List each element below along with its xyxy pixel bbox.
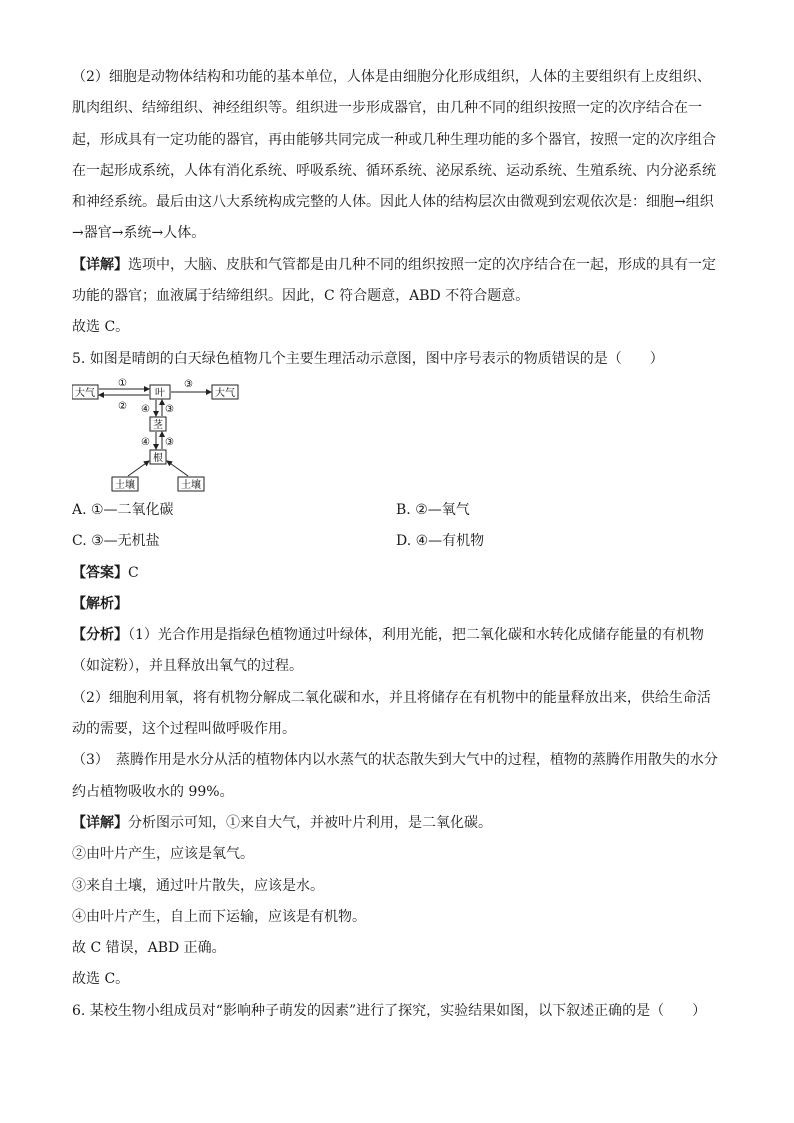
text-line: 动的需要，这个过程叫做呼吸作用。 [72, 721, 296, 738]
choose-line: 故选 C。 [72, 971, 130, 988]
answer-tag: 【答案】 [72, 564, 128, 581]
analysis-text: （1）光合作用是指绿色植物通过叶绿体，利用光能，把二氧化碳和水转化成储存能量的有机物 [128, 627, 704, 644]
num-3-upper: ③ [165, 403, 174, 415]
text-line: 约占植物吸收水的 99%。 [72, 783, 234, 800]
text-line: （2）细胞利用氧，将有机物分解成二氧化碳和水，并且将储存在有机物中的能量释放出来，供给生命活 [72, 689, 711, 706]
leaf-label: 叶 [155, 387, 165, 399]
text-line: ③来自土壤，通过叶片散失，应该是水。 [72, 877, 324, 894]
answer-value: C [128, 564, 139, 581]
num-2: ② [118, 400, 127, 412]
text-line: 起，形成具有一定功能的器官，再由能够共同完成一种或几种生理功能的多个器官，按照一定的次序组合 [72, 131, 716, 148]
option-b: B. ②—氧气 [396, 501, 470, 518]
text-line: 和神经系统。最后由这八大系统构成完整的人体。因此人体的结构层次由微观到宏观依次是：细胞→组织 [72, 194, 714, 211]
options-row-2 [72, 526, 722, 557]
air-left-label: 大气 [75, 387, 95, 399]
text-line: ②由叶片产生，应该是氧气。 [72, 846, 254, 863]
text-line: 在一起形成系统，人体有消化系统、呼吸系统、循环系统、泌尿系统、运动系统、生殖系统、内分泌系统 [72, 162, 716, 179]
detail-tag: 【详解】 [72, 814, 128, 831]
detail-line [72, 250, 722, 281]
analysis-line [72, 620, 722, 651]
detail-line [72, 808, 722, 839]
option-a: A. ①—二氧化碳 [72, 501, 174, 518]
text-line: 故 C 错误，ABD 正确。 [72, 940, 226, 957]
analysis-intro-tag: 【分析】 [72, 627, 128, 644]
question-6-stem: 6. 某校生物小组成员对“影响种子萌发的因素”进行了探究，实验结果如图，以下叙述正确的是（ ） [72, 1002, 707, 1019]
text-line: ④由叶片产生，自上而下运输，应该是有机物。 [72, 908, 366, 925]
document-page [72, 62, 722, 1027]
options-row-1 [72, 495, 722, 526]
air-right-label: 大气 [215, 387, 235, 399]
choose-line: 故选 C。 [72, 319, 130, 336]
text-line: →器官→系统→人体。 [72, 225, 206, 242]
plant-activity-diagram [72, 377, 722, 493]
num-3-top: ③ [184, 378, 193, 390]
num-4-lower: ④ [141, 436, 150, 448]
num-3-lower: ③ [165, 436, 174, 448]
analysis-tag: 【解析】 [72, 595, 128, 612]
num-1: ① [118, 377, 127, 389]
answer-line [72, 558, 722, 589]
soil-left-label: 土壤 [115, 479, 135, 491]
diagram-svg [72, 377, 272, 493]
root-label: 根 [153, 452, 163, 464]
text-line: （2）细胞是动物体结构和功能的基本单位，人体是由细胞分化形成组织，人体的主要组织有上皮组织、 [72, 69, 711, 85]
text-line: （3） 蒸腾作用是水分从活的植物体内以水蒸气的状态散失到大气中的过程，植物的蒸腾作用散失的水分 [72, 752, 718, 769]
option-d: D. ④—有机物 [396, 533, 485, 550]
num-4-upper: ④ [141, 403, 150, 415]
arrow-soil-left [128, 461, 149, 476]
text-line: 肌肉组织、结缔组织、神经组织等。组织进一步形成器官，由几种不同的组织按照一定的次序结合在一 [72, 100, 702, 117]
stem-label: 茎 [153, 419, 163, 431]
detail-tag: 【详解】 [72, 256, 128, 273]
text-line: 功能的器官；血液属于结缔组织。因此，C 符合题意，ABD 不符合题意。 [72, 288, 530, 305]
detail-text: 分析图示可知，①来自大气，并被叶片利用，是二氧化碳。 [128, 814, 492, 831]
soil-right-label: 土壤 [181, 479, 201, 491]
arrow-soil-right [167, 461, 188, 476]
detail-text: 选项中，大脑、皮肤和气管都是由几种不同的组织按照一定的次序结合在一起，形成的具有一定 [128, 256, 716, 273]
text-line: （如淀粉），并且释放出氧气的过程。 [72, 658, 303, 675]
option-c: C. ③—无机盐 [72, 533, 160, 550]
question-5-stem: 5. 如图是晴朗的白天绿色植物几个主要生理活动示意图，图中序号表示的物质错误的是（ ） [72, 350, 664, 367]
